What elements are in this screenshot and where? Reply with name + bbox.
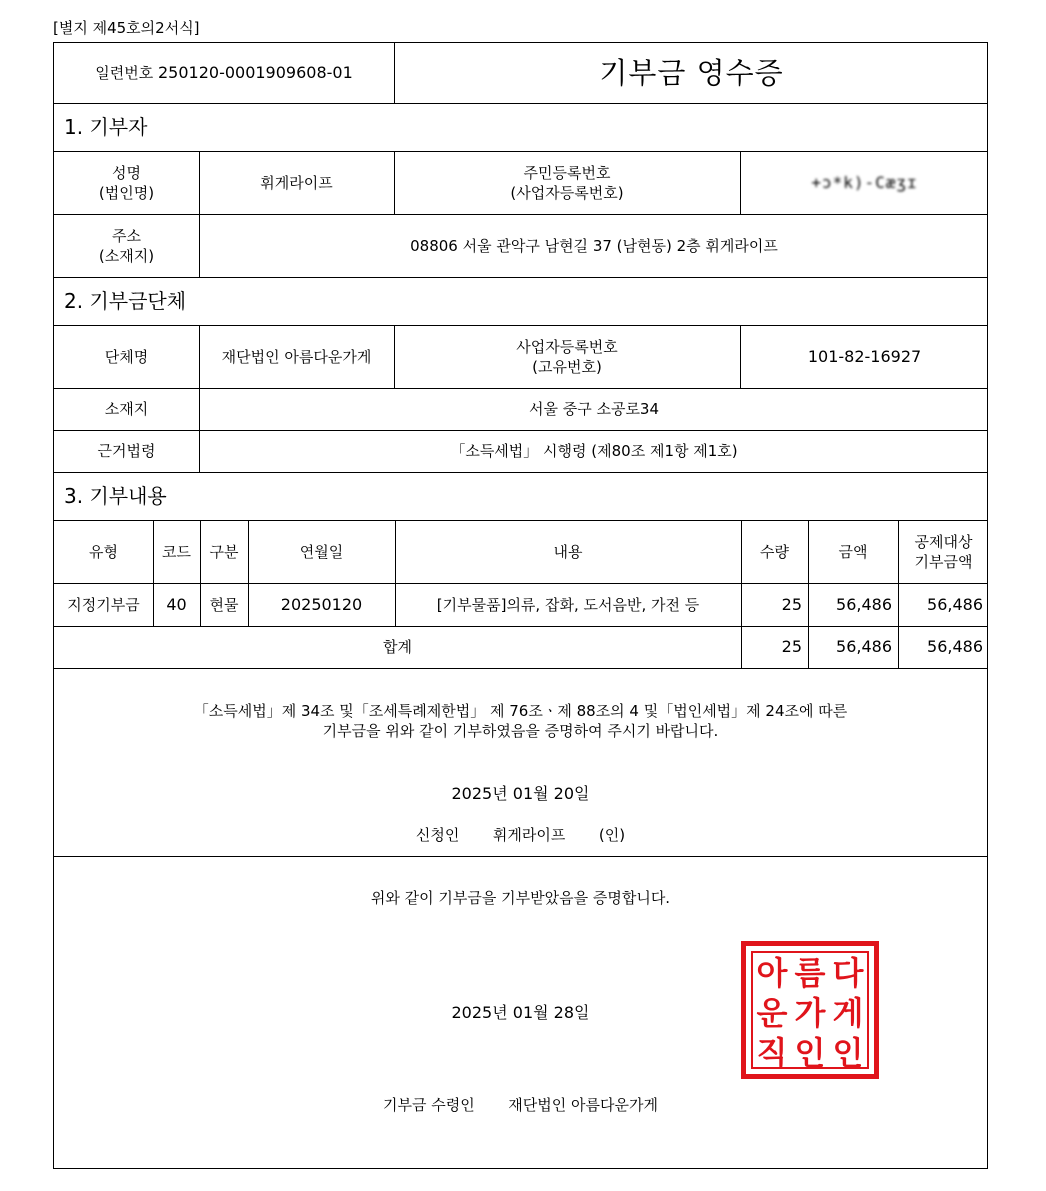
- donor-id-value-masked: +ɔ*k)-Cæʒɪ: [811, 172, 918, 192]
- recipient-name: 재단법인 아름다운가게: [508, 1096, 658, 1114]
- col-header-type: 유형: [89, 542, 118, 561]
- col-header-amount: 금액: [838, 542, 868, 561]
- applicant-name: 휘게라이프: [492, 826, 566, 844]
- section-donation-title: 3. 기부내용: [64, 484, 167, 508]
- serial-label: 일련번호: [95, 64, 154, 82]
- serial-number: 250120-0001909608-01: [157, 63, 353, 82]
- col-header-date: 연월일: [299, 542, 344, 561]
- serial-number-cell: [54, 43, 394, 103]
- certification-date: 2025년 01월 28일: [451, 1003, 590, 1022]
- row-amount: 56,486: [836, 594, 892, 614]
- org-name-label: 단체명: [104, 347, 149, 366]
- col-header-qty: 수량: [760, 542, 789, 561]
- donor-name-label: 성명 (법인명): [98, 163, 155, 202]
- org-name-value: 재단법인 아름다운가게: [221, 347, 372, 366]
- seal-char-5: 가: [794, 994, 826, 1032]
- receipt-form: [53, 42, 988, 1169]
- request-statement-line1: 「소득세법」제 34조 및「조세특례제한법」 제 76조ㆍ제 88조의 4 및「법인세법」제 24조에 따른: [193, 702, 848, 720]
- row-qty: 25: [781, 594, 802, 614]
- row-deductible: 56,486: [927, 594, 983, 614]
- applicant-label: 신청인: [415, 826, 460, 844]
- seal-char-8: 인: [794, 1034, 826, 1072]
- total-qty: 25: [781, 637, 802, 656]
- certification-statement: 위와 같이 기부금을 기부받았음을 증명합니다.: [370, 889, 671, 907]
- seal-char-6: 게: [832, 994, 864, 1032]
- seal-char-7: 직: [756, 1034, 788, 1072]
- recipient-line: [54, 1095, 987, 1115]
- org-location-value: 서울 중구 소공로34: [528, 400, 660, 418]
- official-seal-stamp: [741, 941, 879, 1079]
- donor-id-label: 주민등록번호 (사업자등록번호): [510, 163, 624, 202]
- document-title: 기부금 영수증: [599, 56, 784, 90]
- donor-address-label: 주소 (소재지): [98, 226, 155, 265]
- section-donor-title: 1. 기부자: [64, 115, 148, 139]
- donor-address-value: 08806 서울 관악구 남현길 37 (남현동) 2층 휘게라이프: [410, 236, 778, 255]
- org-law-value: 「소득세법」 시행령 (제80조 제1항 제1호): [450, 442, 738, 460]
- row-content: [기부물품]의류, 잡화, 도서음반, 가전 등: [436, 595, 700, 614]
- org-reg-value: 101-82-16927: [807, 346, 922, 366]
- org-reg-label: 사업자등록번호 (고유번호): [516, 337, 618, 376]
- total-label: 합계: [383, 638, 412, 656]
- section-organization-title: 2. 기부금단체: [64, 289, 187, 313]
- seal-char-2: 름: [794, 954, 826, 992]
- seal-char-1: 아: [756, 954, 788, 992]
- form-number-label: [별지 제45호의2서식]: [53, 19, 200, 37]
- row-code: 40: [166, 594, 187, 614]
- seal-char-4: 운: [756, 994, 788, 1032]
- row-date: 20250120: [280, 594, 363, 614]
- total-deductible: 56,486: [927, 637, 983, 656]
- org-location-label: 소재지: [104, 400, 149, 418]
- applicant-seal-mark: (인): [598, 826, 626, 844]
- col-header-deductible: 공제대상 기부금액: [914, 532, 973, 571]
- request-date: 2025년 01월 20일: [451, 784, 590, 803]
- seal-char-3: 다: [832, 954, 864, 992]
- request-statement-line2: 기부금을 위와 같이 기부하였음을 증명하여 주시기 바랍니다.: [322, 722, 719, 740]
- total-amount: 56,486: [836, 637, 892, 656]
- row-category: 현물: [209, 595, 239, 614]
- row-type: 지정기부금: [67, 595, 140, 614]
- org-law-label: 근거법령: [97, 442, 156, 460]
- recipient-label: 기부금 수령인: [383, 1096, 475, 1114]
- col-header-category: 구분: [209, 542, 239, 561]
- col-header-code: 코드: [162, 542, 191, 561]
- donor-name-value: 휘게라이프: [260, 173, 333, 192]
- seal-char-9: 인: [832, 1034, 864, 1072]
- applicant-line: [54, 825, 987, 845]
- col-header-content: 내용: [553, 542, 583, 561]
